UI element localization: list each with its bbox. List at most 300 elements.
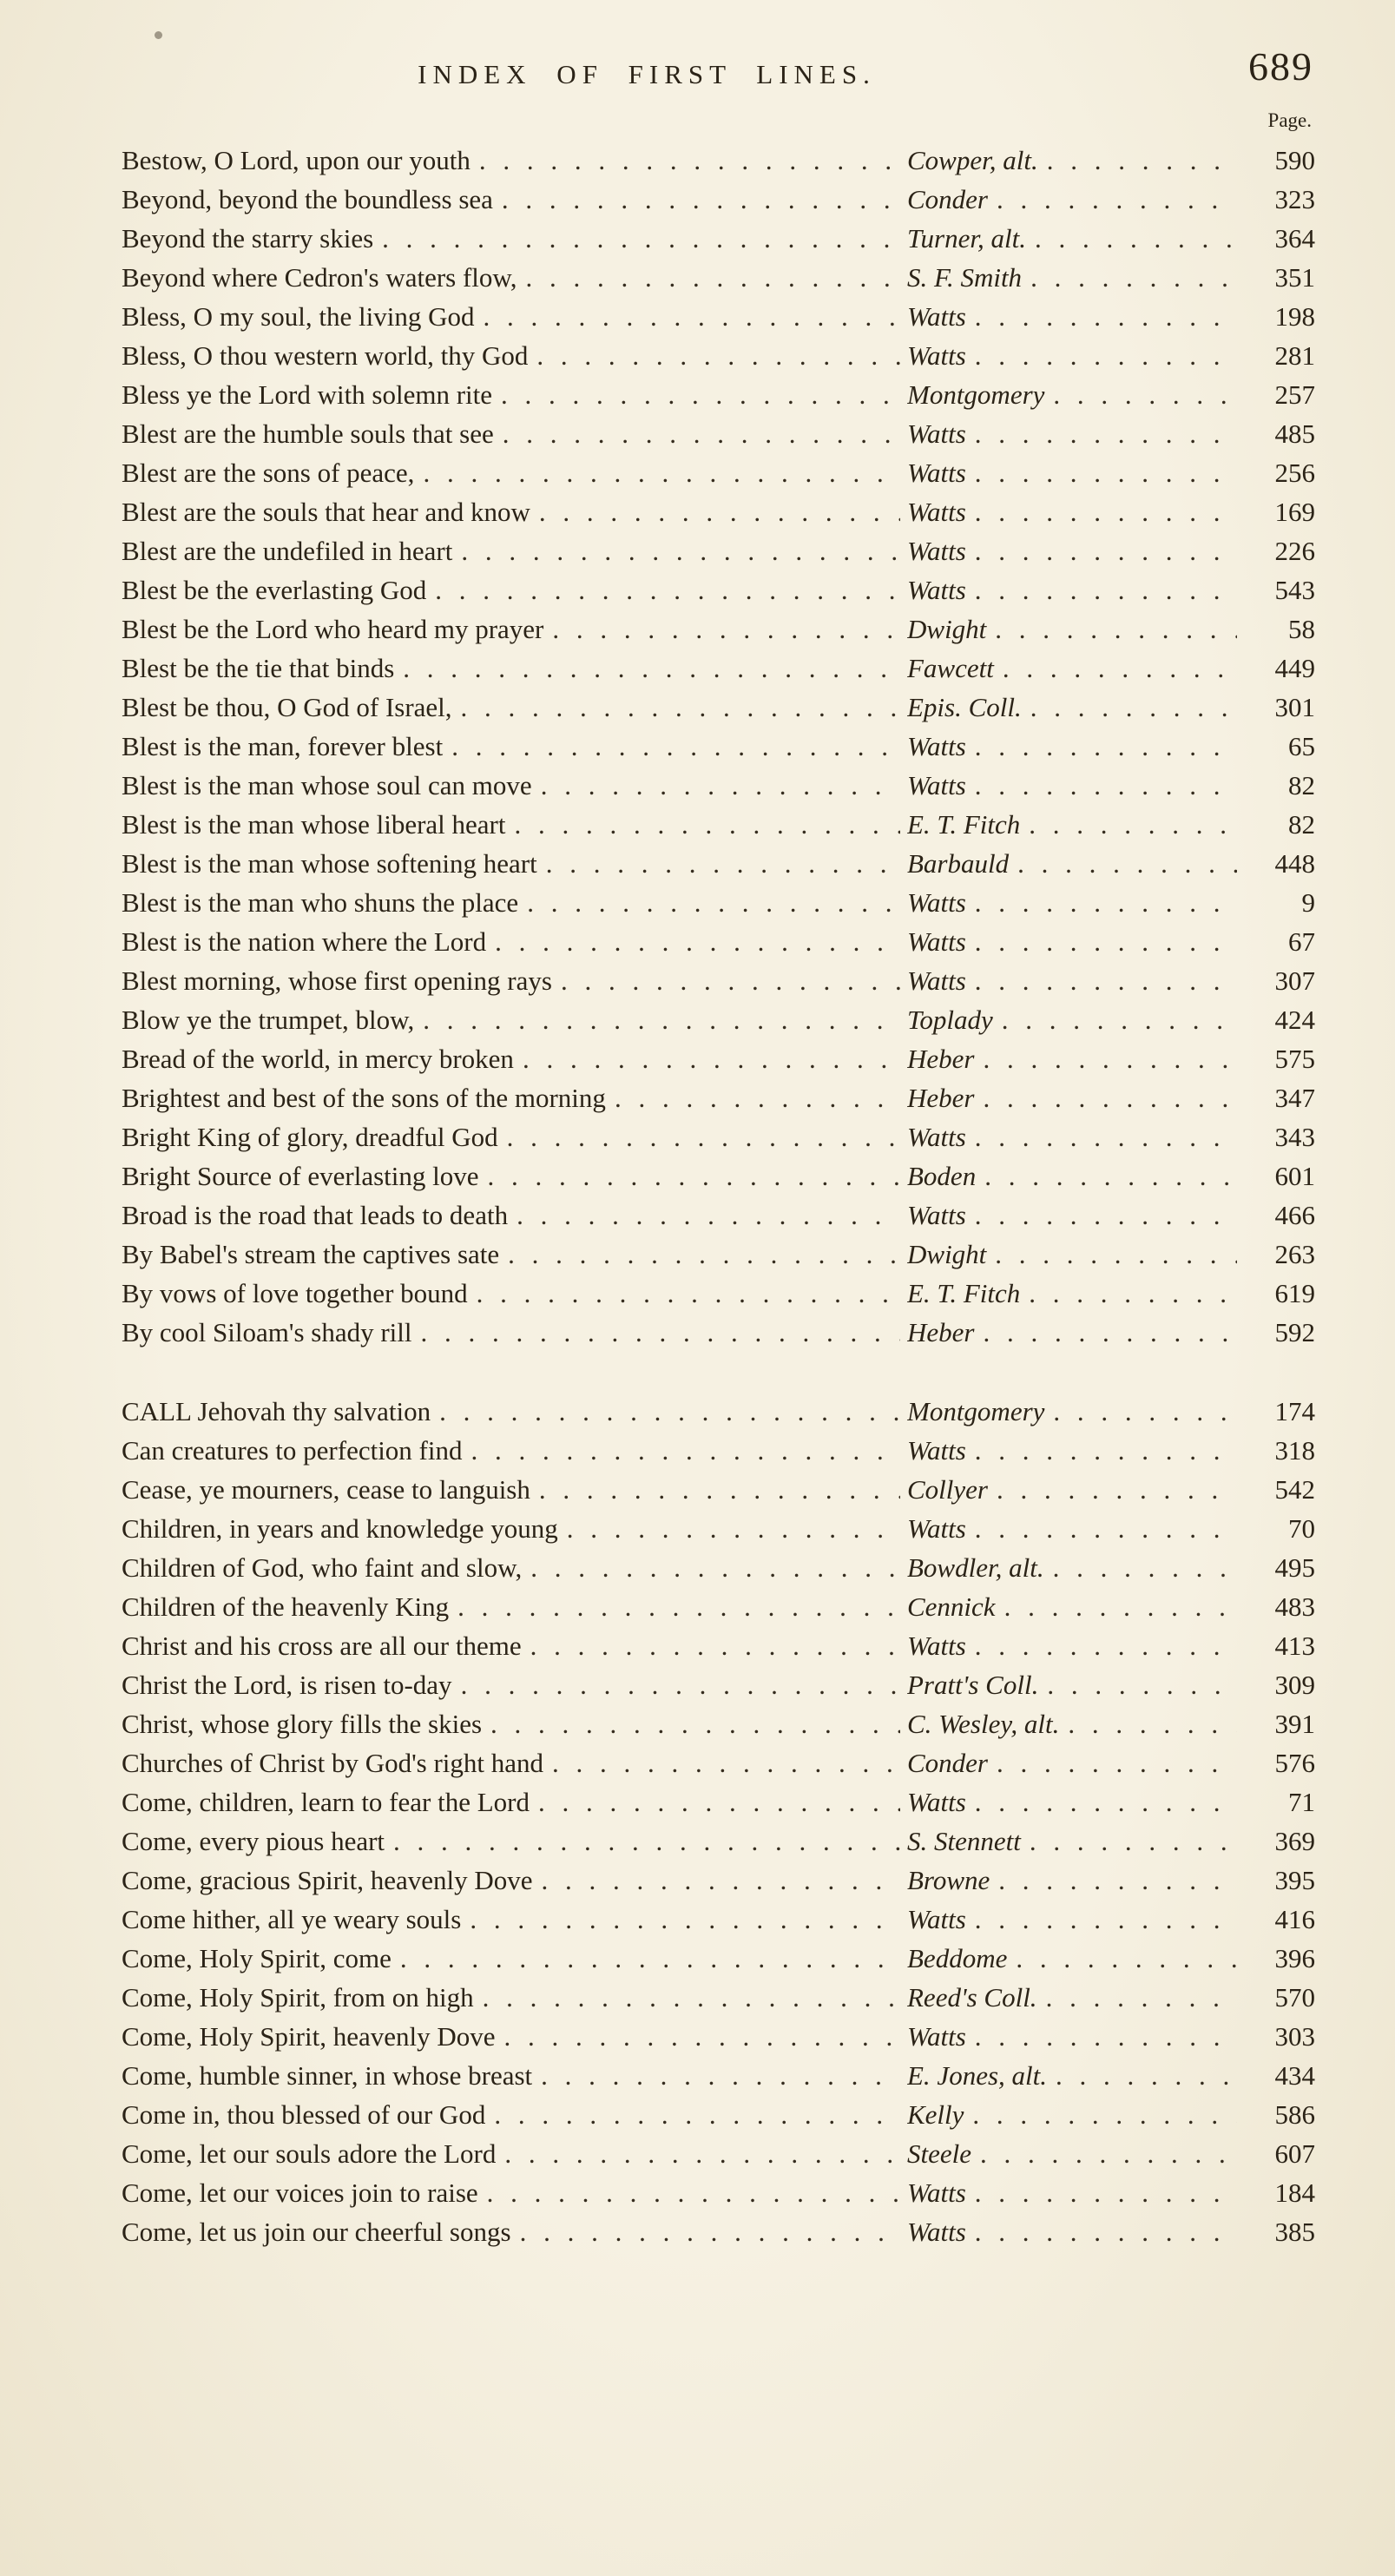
entry-author: Watts: [907, 497, 966, 527]
dot-leader: [439, 1392, 900, 1431]
entry-page-number: 592: [1274, 1317, 1315, 1347]
dot-leader: [483, 1978, 900, 2017]
index-entry-row: [122, 805, 1315, 844]
dot-leader: [975, 531, 1237, 570]
index-entry-row: [122, 1274, 1315, 1313]
index-entry-row: [122, 1078, 1315, 1117]
dot-leader: [423, 453, 900, 492]
page-title: INDEX OF FIRST LINES.: [418, 59, 876, 89]
dot-leader: [539, 492, 900, 531]
dot-leader: [615, 1078, 900, 1117]
index-entry-row: [122, 1117, 1315, 1156]
entry-first-line-cell: [122, 492, 907, 531]
entry-page-number: 198: [1274, 301, 1315, 332]
entry-first-line: By Babel's stream the captives sate: [122, 1239, 500, 1269]
entry-page-number: 448: [1274, 848, 1315, 879]
entry-first-line-cell: [122, 1392, 907, 1431]
entry-author-cell: [907, 649, 1244, 688]
dot-leader: [1029, 1274, 1237, 1313]
index-entry-row: [122, 1000, 1315, 1039]
dot-leader: [975, 1782, 1237, 1822]
entry-first-line: Blest is the nation where the Lord: [122, 926, 487, 957]
entry-page-number: 318: [1274, 1435, 1315, 1466]
dot-leader: [972, 2095, 1237, 2134]
index-entry-row: [122, 180, 1315, 219]
dot-leader: [527, 883, 900, 922]
entry-first-line: Beyond the starry skies: [122, 223, 374, 254]
index-entry-row: [122, 1978, 1315, 2017]
entry-author: S. Stennett: [907, 1826, 1021, 1856]
entry-first-line: Can creatures to perfection find: [122, 1435, 463, 1466]
entry-first-line-cell: [122, 688, 907, 727]
entry-author: Pratt's Coll.: [907, 1670, 1039, 1700]
entry-page-number: 174: [1274, 1396, 1315, 1426]
entry-author-cell: [907, 2056, 1244, 2095]
entry-author: E. T. Fitch: [907, 1278, 1021, 1308]
entry-first-line: Children of the heavenly King: [122, 1591, 450, 1622]
entry-author: Watts: [907, 340, 966, 371]
entry-author: Montgomery: [907, 1396, 1045, 1426]
dot-leader: [975, 297, 1237, 336]
dot-leader: [487, 2173, 900, 2212]
entry-author-cell: [907, 1235, 1244, 1274]
entry-first-line: Bright Source of everlasting love: [122, 1161, 479, 1191]
dot-leader: [423, 1000, 900, 1039]
entry-first-line-cell: [122, 844, 907, 883]
entry-author-cell: [907, 1000, 1244, 1039]
entry-author: Steele: [907, 2138, 972, 2169]
entry-author-cell: [907, 1392, 1244, 1431]
dot-leader: [451, 727, 900, 766]
dot-leader: [983, 1039, 1237, 1078]
index-entry-row: [122, 1313, 1315, 1352]
dot-leader: [1056, 2056, 1237, 2095]
dot-leader: [504, 2134, 900, 2173]
index-entry-row: [122, 1861, 1315, 1900]
entry-first-line: Come in, thou blessed of our God: [122, 2099, 486, 2130]
entry-author: Watts: [907, 2177, 966, 2208]
dot-leader: [983, 1078, 1237, 1117]
entry-author: Watts: [907, 575, 966, 605]
entry-page-number: 256: [1274, 458, 1315, 488]
entry-author: Turner, alt.: [907, 223, 1026, 254]
entry-first-line: Come hither, all ye weary souls: [122, 1904, 462, 1934]
entry-first-line-cell: [122, 1822, 907, 1861]
entry-first-line-cell: [122, 1000, 907, 1039]
entry-first-line-cell: [122, 1196, 907, 1235]
entry-author: Watts: [907, 965, 966, 996]
dot-leader: [975, 1626, 1237, 1665]
dot-leader: [471, 1431, 901, 1470]
entry-first-line: Come, humble sinner, in whose breast: [122, 2060, 533, 2091]
entry-author-cell: [907, 1431, 1244, 1470]
entry-author: Watts: [907, 1513, 966, 1544]
entry-first-line: Blest be the everlasting God: [122, 575, 427, 605]
entry-author: Conder: [907, 184, 988, 214]
entry-first-line: Beyond, beyond the boundless sea: [122, 184, 493, 214]
dot-leader: [541, 2056, 900, 2095]
entry-page-number: 466: [1274, 1200, 1315, 1230]
entry-author-cell: [907, 1078, 1244, 1117]
dot-leader: [530, 1548, 900, 1587]
dot-leader: [536, 336, 900, 375]
index-entry-row: [122, 1939, 1315, 1978]
entry-first-line-cell: [122, 883, 907, 922]
dot-leader: [552, 1743, 900, 1782]
entry-author-cell: [907, 961, 1244, 1000]
dot-leader: [517, 1196, 900, 1235]
index-entry-row: [122, 1626, 1315, 1665]
index-section: [122, 141, 1315, 1352]
index-entry-row: [122, 2212, 1315, 2251]
dot-leader: [975, 922, 1237, 961]
entry-author-cell: [907, 727, 1244, 766]
entry-first-line-cell: [122, 570, 907, 609]
entry-author-cell: [907, 1900, 1244, 1939]
entry-first-line-cell: [122, 453, 907, 492]
index-entry-row: [122, 492, 1315, 531]
entry-author: Watts: [907, 731, 966, 761]
entry-author-cell: [907, 1587, 1244, 1626]
dot-leader: [984, 1156, 1237, 1196]
entry-author-cell: [907, 844, 1244, 883]
dot-leader: [542, 1861, 900, 1900]
entry-author: Bowdler, alt.: [907, 1552, 1044, 1583]
entry-author: Watts: [907, 1200, 966, 1230]
dot-leader: [507, 1117, 900, 1156]
index-entry-row: [122, 688, 1315, 727]
entry-author: Montgomery: [907, 379, 1045, 410]
dot-leader: [975, 1431, 1237, 1470]
entry-author: Cennick: [907, 1591, 996, 1622]
entry-author-cell: [907, 1743, 1244, 1782]
dot-leader: [488, 1156, 900, 1196]
entry-first-line-cell: [122, 2212, 907, 2251]
entry-first-line: Bestow, O Lord, upon our youth: [122, 145, 470, 175]
entry-author-cell: [907, 805, 1244, 844]
entry-author: Conder: [907, 1748, 988, 1778]
entry-page-number: 281: [1274, 340, 1315, 371]
entry-first-line-cell: [122, 258, 907, 297]
entry-author: Barbauld: [907, 848, 1010, 879]
dot-leader: [520, 2212, 900, 2251]
entry-first-line-cell: [122, 1704, 907, 1743]
entry-page-number: 385: [1274, 2217, 1315, 2247]
entry-first-line: Come, let our voices join to raise: [122, 2177, 478, 2208]
dot-leader: [494, 2095, 900, 2134]
dot-leader: [1035, 219, 1237, 258]
dot-leader: [997, 1743, 1237, 1782]
dot-leader: [541, 766, 900, 805]
entry-first-line: Brightest and best of the sons of the morning: [122, 1083, 606, 1113]
entry-author: Watts: [907, 2021, 966, 2052]
entry-first-line-cell: [122, 1509, 907, 1548]
entry-page-number: 413: [1274, 1631, 1315, 1661]
entry-author: Heber: [907, 1317, 975, 1347]
index-entry-row: [122, 375, 1315, 414]
dot-leader: [435, 570, 900, 609]
entry-author: Toplady: [907, 1005, 993, 1035]
dot-leader: [567, 1509, 900, 1548]
entry-author: Watts: [907, 926, 966, 957]
entry-author: Watts: [907, 418, 966, 449]
dot-leader: [997, 180, 1237, 219]
entry-page-number: 226: [1274, 536, 1315, 566]
entry-first-line: By vows of love together bound: [122, 1278, 468, 1308]
entry-page-number: 485: [1274, 418, 1315, 449]
dot-leader: [502, 180, 900, 219]
dot-leader: [975, 1196, 1237, 1235]
entry-first-line: Come, every pious heart: [122, 1826, 385, 1856]
entry-author: Watts: [907, 1904, 966, 1934]
entry-author: Watts: [907, 1122, 966, 1152]
entry-first-line-cell: [122, 375, 907, 414]
index-entry-row: [122, 2173, 1315, 2212]
entry-author-cell: [907, 1156, 1244, 1196]
entry-first-line-cell: [122, 649, 907, 688]
index-entry-row: [122, 1822, 1315, 1861]
entry-first-line-cell: [122, 1431, 907, 1470]
entry-first-line-cell: [122, 1470, 907, 1509]
entry-page-number: 424: [1274, 1005, 1315, 1035]
entry-author: Watts: [907, 536, 966, 566]
entry-page-number: 351: [1274, 262, 1315, 293]
index-entry-row: [122, 336, 1315, 375]
dot-leader: [490, 1704, 900, 1743]
entry-author: Beddome: [907, 1943, 1008, 1973]
dot-leader: [538, 1782, 900, 1822]
dot-leader: [1004, 1587, 1237, 1626]
entry-first-line: Children, in years and knowledge young: [122, 1513, 558, 1544]
entry-first-line-cell: [122, 609, 907, 649]
entry-first-line: Blest is the man who shuns the place: [122, 887, 519, 918]
dot-leader: [1017, 844, 1237, 883]
entry-author-cell: [907, 1274, 1244, 1313]
dot-leader: [997, 1470, 1237, 1509]
entry-author-cell: [907, 1196, 1244, 1235]
entry-first-line-cell: [122, 727, 907, 766]
dot-leader: [461, 688, 900, 727]
entry-page-number: 82: [1288, 770, 1315, 800]
dot-leader: [1016, 1939, 1237, 1978]
entry-first-line-cell: [122, 1274, 907, 1313]
dot-leader: [508, 1235, 900, 1274]
index-entry-row: [122, 453, 1315, 492]
entry-first-line-cell: [122, 1782, 907, 1822]
entry-first-line: Blest is the man whose soul can move: [122, 770, 532, 800]
entry-page-number: 586: [1274, 2099, 1315, 2130]
entry-page-number: 542: [1274, 1474, 1315, 1505]
index-sections: [122, 141, 1315, 2251]
entry-first-line: Blest are the undefiled in heart: [122, 536, 453, 566]
entry-author: Fawcett: [907, 653, 994, 683]
entry-first-line-cell: [122, 1587, 907, 1626]
entry-first-line-cell: [122, 1078, 907, 1117]
entry-author-cell: [907, 336, 1244, 375]
dot-leader: [403, 649, 900, 688]
entry-page-number: 619: [1274, 1278, 1315, 1308]
entry-first-line-cell: [122, 1665, 907, 1704]
dot-leader: [975, 2173, 1237, 2212]
dot-leader: [995, 1235, 1237, 1274]
index-entry-row: [122, 2017, 1315, 2056]
index-entry-row: [122, 219, 1315, 258]
entry-author-cell: [907, 1704, 1244, 1743]
entry-page-number: 575: [1274, 1044, 1315, 1074]
entry-first-line-cell: [122, 922, 907, 961]
entry-author: S. F. Smith: [907, 262, 1023, 293]
entry-first-line: Broad is the road that leads to death: [122, 1200, 509, 1230]
dot-leader: [503, 414, 900, 453]
dot-leader: [400, 1939, 900, 1978]
dot-leader: [530, 1626, 900, 1665]
entry-author-cell: [907, 1117, 1244, 1156]
entry-page-number: 416: [1274, 1904, 1315, 1934]
dot-leader: [523, 1039, 900, 1078]
entry-author-cell: [907, 1313, 1244, 1352]
entry-author-cell: [907, 688, 1244, 727]
entry-first-line: Come, let our souls adore the Lord: [122, 2138, 497, 2169]
dot-leader: [975, 336, 1237, 375]
entry-first-line: Christ the Lord, is risen to-day: [122, 1670, 452, 1700]
entry-author-cell: [907, 180, 1244, 219]
index-entry-row: [122, 766, 1315, 805]
entry-page-number: 369: [1274, 1826, 1315, 1856]
dot-leader: [1047, 141, 1237, 180]
dot-leader: [461, 531, 900, 570]
entry-page-number: 67: [1288, 926, 1315, 957]
entry-author-cell: [907, 2017, 1244, 2056]
dot-leader: [975, 1900, 1237, 1939]
entry-first-line: Come, Holy Spirit, come: [122, 1943, 392, 1973]
entry-first-line-cell: [122, 2017, 907, 2056]
index-entry-row: [122, 1509, 1315, 1548]
dot-leader: [1053, 375, 1237, 414]
entry-author-cell: [907, 1548, 1244, 1587]
entry-page-number: 309: [1274, 1670, 1315, 1700]
dot-leader: [515, 805, 901, 844]
entry-author: Watts: [907, 2217, 966, 2247]
entry-page-number: 58: [1288, 614, 1315, 644]
entry-first-line: Come, Holy Spirit, from on high: [122, 1982, 474, 2013]
entry-first-line: Come, let us join our cheerful songs: [122, 2217, 511, 2247]
entry-first-line: Christ and his cross are all our theme: [122, 1631, 522, 1661]
dot-leader: [1053, 1392, 1237, 1431]
entry-author-cell: [907, 1782, 1244, 1822]
index-section: [122, 1392, 1315, 2251]
entry-author: Cowper, alt.: [907, 145, 1038, 175]
dot-leader: [546, 844, 900, 883]
entry-first-line-cell: [122, 1235, 907, 1274]
dot-leader: [975, 1117, 1237, 1156]
entry-page-number: 396: [1274, 1943, 1315, 1973]
entry-author: Watts: [907, 887, 966, 918]
entry-first-line: Bright King of glory, dreadful God: [122, 1122, 498, 1152]
dot-leader: [470, 1900, 900, 1939]
entry-page-number: 395: [1274, 1865, 1315, 1895]
entry-first-line-cell: [122, 297, 907, 336]
dot-leader: [975, 2212, 1237, 2251]
index-entry-row: [122, 531, 1315, 570]
entry-page-number: 483: [1274, 1591, 1315, 1622]
entry-author-cell: [907, 219, 1244, 258]
entry-first-line: Blest is the man, forever blest: [122, 731, 444, 761]
entry-first-line-cell: [122, 805, 907, 844]
dot-leader: [975, 883, 1237, 922]
entry-author: Boden: [907, 1161, 977, 1191]
entry-page-number: 169: [1274, 497, 1315, 527]
index-entry-row: [122, 1782, 1315, 1822]
entry-page-number: 257: [1274, 379, 1315, 410]
index-entry-row: [122, 1743, 1315, 1782]
entry-author-cell: [907, 492, 1244, 531]
entry-page-number: 607: [1274, 2138, 1315, 2169]
entry-first-line-cell: [122, 1743, 907, 1782]
entry-first-line-cell: [122, 2056, 907, 2095]
entry-author-cell: [907, 375, 1244, 414]
entry-first-line: Come, Holy Spirit, heavenly Dove: [122, 2021, 496, 2052]
index-entry-row: [122, 649, 1315, 688]
entry-first-line-cell: [122, 414, 907, 453]
entry-author: Dwight: [907, 614, 987, 644]
entry-page-number: 391: [1274, 1709, 1315, 1739]
dot-leader: [975, 727, 1237, 766]
entry-first-line: Blest are the souls that hear and know: [122, 497, 530, 527]
entry-author-cell: [907, 1939, 1244, 1978]
entry-author: Watts: [907, 1787, 966, 1817]
entry-first-line: CALL Jehovah thy salvation: [122, 1396, 431, 1426]
page-header: [122, 43, 1315, 106]
dot-leader: [382, 219, 900, 258]
entry-first-line-cell: [122, 1039, 907, 1078]
entry-author-cell: [907, 2212, 1244, 2251]
entry-page-number: 303: [1274, 2021, 1315, 2052]
index-entry-row: [122, 2095, 1315, 2134]
index-entry-row: [122, 2134, 1315, 2173]
dot-leader: [995, 609, 1237, 649]
entry-first-line: Blest morning, whose first opening rays: [122, 965, 552, 996]
entry-author: E. Jones, alt.: [907, 2060, 1047, 2091]
entry-first-line-cell: [122, 1626, 907, 1665]
index-entry-row: [122, 297, 1315, 336]
index-entry-row: [122, 1431, 1315, 1470]
dot-leader: [1030, 258, 1237, 297]
entry-author: Heber: [907, 1044, 975, 1074]
entry-first-line: Bless, O thou western world, thy God: [122, 340, 529, 371]
entry-page-number: 347: [1274, 1083, 1315, 1113]
entry-page-number: 449: [1274, 653, 1315, 683]
entry-first-line-cell: [122, 1117, 907, 1156]
entry-first-line: By cool Siloam's shady rill: [122, 1317, 412, 1347]
entry-first-line: Come, gracious Spirit, heavenly Dove: [122, 1865, 533, 1895]
index-entry-row: [122, 1548, 1315, 1587]
dot-leader: [1068, 1704, 1237, 1743]
dot-leader: [975, 414, 1237, 453]
entry-first-line-cell: [122, 1156, 907, 1196]
entry-author: Browne: [907, 1865, 990, 1895]
dot-leader: [1002, 1000, 1237, 1039]
entry-page-number: 576: [1274, 1748, 1315, 1778]
entry-first-line: Bless ye the Lord with solemn rite: [122, 379, 493, 410]
entry-first-line-cell: [122, 180, 907, 219]
index-entry-row: [122, 1039, 1315, 1078]
entry-page-number: 434: [1274, 2060, 1315, 2091]
dot-leader: [975, 1509, 1237, 1548]
entry-author: Kelly: [907, 2099, 964, 2130]
dot-leader: [980, 2134, 1237, 2173]
dot-leader: [501, 375, 900, 414]
entry-author-cell: [907, 531, 1244, 570]
